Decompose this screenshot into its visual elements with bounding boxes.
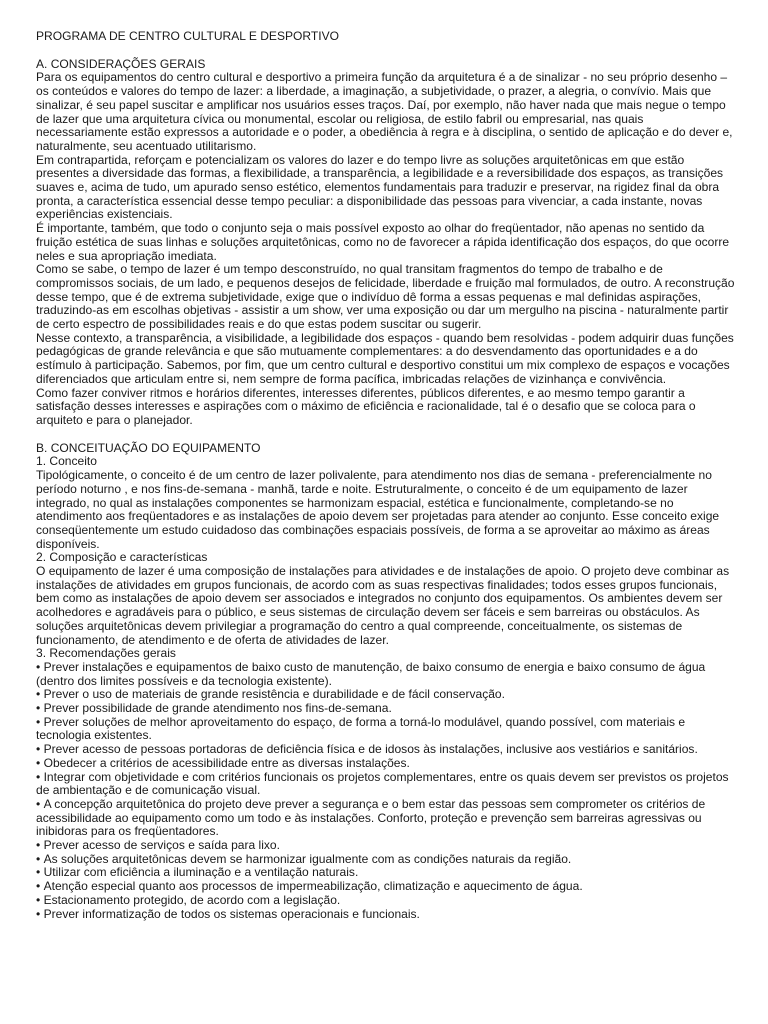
section-a-heading: A. CONSIDERAÇÕES GERAIS	[36, 56, 206, 71]
composicao-paragraph: O equipamento de lazer é uma composição de instalações para atividades e de instalações de apoio. O projeto deve combinar as instalações de atividades em grupos funcionais, de acordo com as suas respectivas finalidades; todos esses grupos funcionais, bem como as instalações de apoio devem ser associados e integrados no conjunto dos equipamentos. Os ambientes devem ser acolhedores e agradáveis para o público, e seus sistemas de circulação devem ser fáceis e sem barreiras ou obstáculos. As soluções arquitetônicas devem privilegiar a programação do centro a qual compreende, conceitualmente, os sistemas de funcionamento, de atendimento e de oferta de atividades de lazer.	[36, 564, 730, 647]
list-item: • Integrar com objetividade e com critérios funcionais os projetos complementares, entre os quais devem ser previstos os projetos de ambientação e de comunicação visual.	[36, 771, 736, 798]
section-a-paragraph-4: Como se sabe, o tempo de lazer é um tempo desconstruído, no qual transitam fragmentos do tempo de trabalho e de compromissos sociais, de um lado, e pequenos desejos de felicidade, liberdade e fruição mal formulados, de outro. A reconstrução desse tempo, que é de extrema subjetividade, exige que o indivíduo dê forma a essas pequenas e mal definidas aspirações, traduzindo-as em escolhas objetivas - assistir a um show, ver uma exposição ou dar um mergulho na piscina - naturalmente partir de certo espectro de possibilidades reais e do que estas podem suscitar ou sugerir.	[36, 262, 735, 332]
document-title: PROGRAMA DE CENTRO CULTURAL E DESPORTIVO	[36, 29, 340, 43]
spacer	[36, 44, 736, 58]
list-item: • Prever acesso de pessoas portadoras de deficiência física e de idosos às instalações, inclusive aos vestiários e sanitários.	[36, 743, 736, 757]
list-item: • Prever o uso de materiais de grande resistência e durabilidade e de fácil conservação.	[36, 688, 736, 702]
conceito-heading: 1. Conceito	[36, 454, 97, 469]
section-a-paragraph-3: É importante, também, que todo o conjunto seja o mais possível exposto ao olhar do freqüentador, não apenas no sentido da fruição estética de suas linhas e soluções arquitetônicas, como no de favorecer a rápida identificação dos espaços, do que ocorre neles e sua apropriação imediata.	[36, 221, 730, 263]
section-b-heading: B. CONCEITUAÇÃO DO EQUIPAMENTO	[36, 440, 261, 455]
list-item: • Prever possibilidade de grande atendimento nos fins-de-semana.	[36, 702, 736, 716]
section-a-paragraph-5: Nesse contexto, a transparência, a visibilidade, a legibilidade dos espaços - quando bem resolvidas - podem adquirir duas funções pedagógicas de grande relevância e que são mutuamente complementares: a do desvendamento das oportunidades e a do estímulo à participação. Sabemos, por fim, que um centro cultural e desportivo constitui um mix complexo de espaços e vocações diferenciados que articulam entre si, nem sempre de forma pacífica, imbricadas relações de vizinhança e convivência.	[36, 330, 734, 386]
section-a-paragraph-1: Para os equipamentos do centro cultural e desportivo a primeira função da arquitetura é a de sinalizar - no seu próprio desenho – os conteúdos e valores do tempo de lazer: a liberdade, a imaginação, a subjetividade, o prazer, a alegria, o convívio. Mais que sinalizar, é seu papel suscitar e amplificar nos usuários esses traços. Daí, por exemplo, não haver nada que mais negue o tempo de lazer que uma arquitetura cívica ou monumental, escolar ou religiosa, de estilo fabril ou empresarial, nas quais necessariamente estão expressos a autoridade e o poder, a obediência à regra e à disciplina, o sentido de aplicação e do dever e, naturalmente, seu acentuado utilitarismo.	[36, 70, 733, 153]
spacer	[36, 428, 736, 442]
list-item: • As soluções arquitetônicas devem se harmonizar igualmente com as condições naturais da região.	[36, 853, 736, 867]
recomendacoes-heading: 3. Recomendações gerais	[36, 646, 176, 661]
section-a-paragraph-6: Como fazer conviver ritmos e horários diferentes, interesses diferentes, públicos diferentes, e ao mesmo tempo garantir a satisfação desses interesses e aspirações com o máximo de eficiência e racionalidade, tal é o desafio que se coloca para o arquiteto e para o planejador.	[36, 385, 696, 427]
list-item: • Prever acesso de serviços e saída para lixo.	[36, 839, 736, 853]
list-item: • A concepção arquitetônica do projeto deve prever a segurança e o bem estar das pessoas sem comprometer os critérios de acessibilidade ao equipamento como um todo e às instalações. Conforto, proteção e prevenção sem barreiras agressivas ou inibidoras para os freqüentadores.	[36, 798, 736, 839]
list-item: • Atenção especial quanto aos processos de impermeabilização, climatização e aquecimento de água.	[36, 880, 736, 894]
list-item: • Prever informatização de todos os sistemas operacionais e funcionais.	[36, 908, 736, 922]
composicao-heading: 2. Composição e características	[36, 550, 208, 565]
conceito-paragraph: Tipológicamente, o conceito é de um centro de lazer polivalente, para atendimento nos dias de semana - preferencialmente no período noturno , e nos fins-de-semana - manhã, tarde e noite. Estruturalmente, o conceito é de um equipamento de lazer integrado, no qual as instalações componentes se harmonizam espacial, estética e funcionalmente, completando-se no atendimento aos freqüentadores e as instalações de apoio devem ser projetadas para atender ao conjunto. Esse conceito exige conseqüentemente um estudo cuidadoso das combinações espaciais possíveis, de forma a se aproveitar ao máximo as áreas disponíveis.	[36, 468, 720, 551]
list-item: • Estacionamento protegido, de acordo com a legislação.	[36, 894, 736, 908]
list-item: • Utilizar com eficiência a iluminação e a ventilação naturais.	[36, 866, 736, 880]
recommendations-list	[36, 661, 736, 921]
section-a-paragraph-2: Em contrapartida, reforçam e potencializam os valores do lazer e do tempo livre as soluções arquitetônicas em que estão presentes a diversidade das formas, a flexibilidade, a transparência, a legibilidade e a reversibilidade dos espaços, as transições suaves e, acima de tudo, um apurado senso estético, elementos fundamentais para traduzir e preservar, na rigidez final da obra pronta, a característica essencial desse tempo peculiar: a disponibilidade das pessoas para vivenciar, a cada instante, novas experiências existenciais.	[36, 152, 724, 222]
list-item: • Prever soluções de melhor aproveitamento do espaço, de forma a torná-lo modulável, quando possível, com materiais e tecnologia existentes.	[36, 716, 736, 743]
list-item: • Obedecer a critérios de acessibilidade entre as diversas instalações.	[36, 757, 736, 771]
document-page	[36, 30, 736, 921]
list-item: • Prever instalações e equipamentos de baixo custo de manutenção, de baixo consumo de energia e baixo consumo de água (dentro dos limites possíveis e da tecnologia existente).	[36, 661, 736, 688]
